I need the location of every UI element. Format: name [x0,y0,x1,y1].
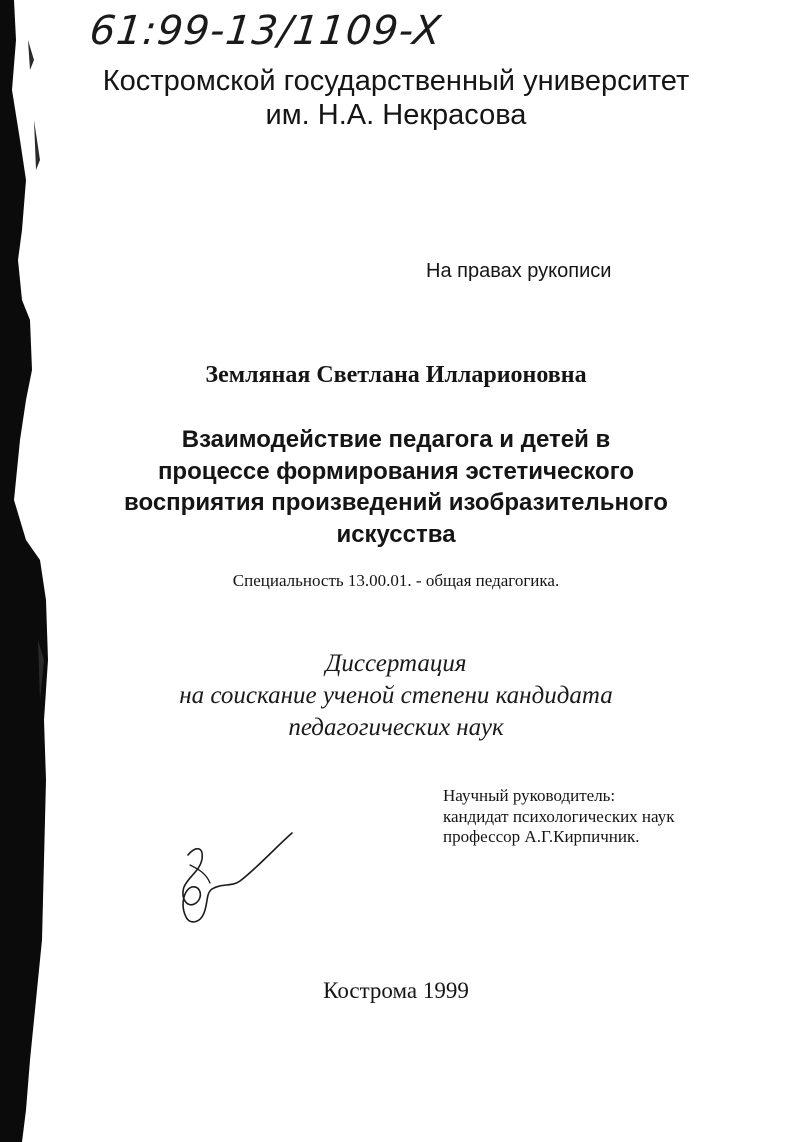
dissertation-title [0,424,792,550]
catalog-number: 61:99-13/1109-X [87,8,444,54]
dissertation-line: Диссертация [325,650,467,677]
title-line: искусства [336,520,456,548]
specialty: Специальность 13.00.01. - общая педагогика. [232,571,560,590]
author-name: Земляная Светлана Илларионовна [205,362,587,388]
title-line: восприятия произведений изобразительного [124,489,668,516]
title-line: Взаимодействие педагога и детей в [181,426,611,453]
dissertation-line: на соискание ученой степени кандидата [179,682,613,709]
title-line: процессе формирования эстетического [157,457,635,485]
dissertation-line: педагогических наук [288,714,504,741]
supervisor-line: Научный руководитель: [443,786,616,805]
supervisor-line: кандидат психологических наук [443,806,675,826]
university-line: им. Н.А. Некрасова [265,99,527,131]
signature-stroke [183,833,292,922]
dissertation-type [0,648,792,744]
university-name [0,64,792,132]
supervisor-line: профессор А.Г.Кирпичник. [443,827,640,846]
manuscript-notice: На правах рукописи [426,260,612,282]
place-and-year: Кострома 1999 [323,978,469,1003]
university-line: Костромской государственный университет [102,65,690,97]
supervisor-block [443,786,674,848]
signature [170,825,300,935]
